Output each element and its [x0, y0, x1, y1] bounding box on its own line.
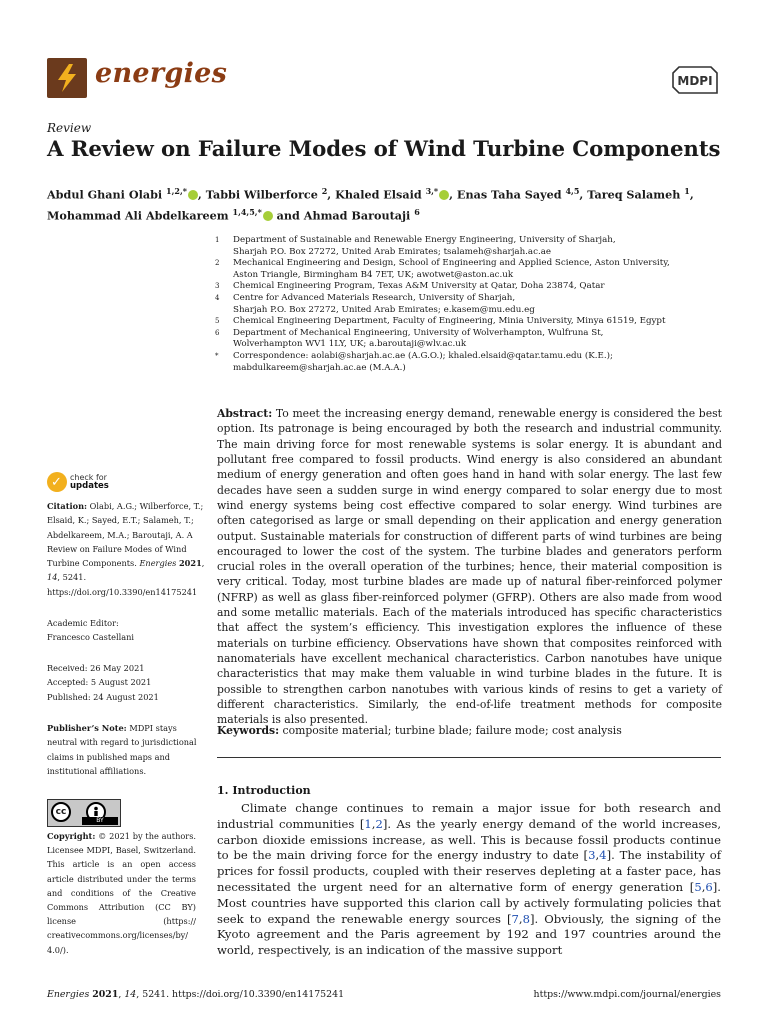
footer-volume: 14: [124, 989, 137, 1000]
copyright-notice: [47, 829, 196, 957]
copyright-label: Copyright:: [47, 831, 96, 841]
author-name: Ahmad Baroutaji: [303, 209, 415, 224]
author-affiliation-sup: 6: [414, 207, 420, 218]
received-date: Received: 26 May 2021: [47, 663, 145, 673]
footer-doi[interactable]: , 5241. https://doi.org/10.3390/en14175241: [136, 989, 345, 1000]
author-list: [47, 183, 727, 226]
affiliation-item: [215, 316, 725, 328]
publisher-note-label: Publisher’s Note:: [47, 723, 127, 733]
orcid-icon[interactable]: [263, 211, 273, 221]
affiliation-number: 1: [215, 236, 220, 244]
orcid-icon[interactable]: [439, 190, 449, 200]
affiliation-number: 2: [215, 259, 220, 268]
affiliation-text: Department of Sustainable and Renewable Energy Engineering, University of Sharjah, Sharjah P.O. Box 27272, United Arab Emirates; tsalameh@sharjah.ac.ae: [233, 235, 616, 257]
affiliation-item: [215, 328, 725, 351]
citation-block: [47, 499, 205, 599]
affiliation-number: 6: [215, 328, 220, 337]
publisher-note: [47, 721, 205, 778]
check-for-updates-badge[interactable]: [47, 472, 167, 494]
citation-ref-link[interactable]: 4: [599, 848, 607, 863]
author-line-1: Abdul Ghani Olabi $^{1,2,*}$ , Tabbi Wilberforce $^2$, Khaled Elsaid $^{3,*}$ , Enas Taha Sayed $^{4,5}$, Tareq Salameh $^1$,: [47, 186, 694, 202]
author-name: Tabbi Wilberforce: [205, 187, 322, 202]
affiliation-text: Correspondence: aolabi@sharjah.ac.ae (A.G.O.); khaled.elsaid@qatar.tamu.edu (K.E.); mabdulkareem@sharjah.ac.ae (M.A.A.): [233, 350, 613, 373]
affiliation-text: Chemical Engineering Department, Faculty of Engineering, Minia University, Minya 61519, Egypt: [233, 316, 666, 327]
author-affiliation-sup: 4,5: [565, 186, 580, 196]
publication-dates: [47, 661, 207, 704]
abstract: [217, 406, 722, 728]
citation-ref-link[interactable]: 8: [522, 911, 530, 926]
article-type: Review: [47, 121, 92, 135]
author-name: Khaled Elsaid: [335, 187, 426, 202]
affiliation-item: [215, 351, 725, 374]
journal-logo: [47, 58, 87, 98]
affiliations: [215, 235, 725, 374]
citation-ref-link[interactable]: 5: [694, 879, 702, 894]
citation-ref-link[interactable]: 3: [588, 848, 596, 863]
check-updates-line1: check for: [70, 473, 107, 482]
paper-title: A Review on Failure Modes of Wind Turbine Components: [47, 137, 721, 162]
author-name: Tareq Salameh: [587, 187, 685, 202]
introduction-paragraph: Climate change continues to remain a major issue for both research and industrial communities [1,2]. As the yearly energy demand of the world increases, carbon dioxide emissions increase, as well. This is because fossil products continue to be the main driving force for the energy industry to date [3,4]. The instability of prices for fossil products, coupled with their reserves depleting at a faster pace, has necessitated the urgent need for an alternative form of energy generation [5,6]. Most countries have supported this clarion call by actively formulating policies that seek to expand the renewable energy sources [7,8]. Obviously, the signing of the Kyoto agreement and the Paris agreement by 192 and 197 countries around the world, respectively, is an indication of the massive support: [217, 801, 722, 958]
cc-by-text: BY: [82, 817, 118, 825]
accepted-date: Accepted: 5 August 2021: [47, 677, 152, 688]
mdpi-logo: [669, 63, 721, 97]
copyright-text: © 2021 by the authors. Licensee MDPI, Basel, Switzerland. This article is an open access article distributed under the terms and conditions of the Creative Commons Attribution (CC BY) license (https:// creativecommons.org/licenses/by/ 4.0/).: [47, 831, 196, 955]
affiliation-item: [215, 281, 725, 293]
academic-editor: [47, 616, 207, 645]
citation-ref-link[interactable]: 1: [364, 816, 372, 831]
editor-label: Academic Editor:: [47, 618, 119, 628]
citation-ref-link[interactable]: 6: [705, 879, 713, 894]
cc-icon: cc: [51, 802, 71, 822]
author-affiliation-sup: 2: [321, 186, 328, 196]
section-heading: 1. Introduction: [217, 784, 311, 797]
footer-citation: Energies 2021, 14, 5241. https://doi.org/10.3390/en14175241: [47, 989, 345, 1000]
footer-journal: Energies: [47, 989, 90, 1000]
author-affiliation-sup: 3,*: [425, 186, 439, 196]
author-affiliation-sup: 1,2,*: [166, 186, 187, 196]
citation-label: Citation:: [47, 501, 88, 511]
citation-text: Olabi, A.G.; Wilberforce, T.; Elsaid, K.; Sayed, E.T.; Salameh, T.; Abdelkareem, M.A.; Baroutaji, A. A Review on Failure Modes of Wind Turbine Components. Energies 2021, 14, 5241. https://doi.org/10.3390/en14175241: [47, 501, 205, 597]
abstract-text: To meet the increasing energy demand, renewable energy is considered the best option. Its patronage is being encouraged by both the research and industrial community. The main driving force for most renewable systems is solar energy. It is abundant and pollutant free compared to fossil products. Wind energy is also considered an abundant medium of energy generation and often goes hand in hand with solar energy. The last few decades have seen a sudden surge in wind energy compared to solar energy due to most wind energy systems being cost effective compared to solar energy. Wind turbines are often categorised as large or small depending on their application and energy generation output. Sustainable materials for construction of different parts of wind turbines are being encouraged to lower the cost of the system. The turbine blades and generators perform crucial roles in the overall operation of the turbines; hence, their material composition is very critical. Today, most turbine blades are made up of natural fiber-reinforced polymer (NFRP) as well as glass fiber-reinforced polymer (GFRP). Others are also made from wood and some metallic materials. Each of the materials introduced has specific characteristics that affect the system’s efficiency. This investigation explores the influence of these materials on turbine efficiency. Observations have shown that composites reinforced with nanomaterials have excellent mechanical characteristics. Carbon nanotubes have unique characteristics that may make them valuable in wind turbine blades in the future. It is possible to strengthen carbon nanotubes with various kinds of resins to get a variety of different characteristics. Similarly, the end-of-life treatment methods for composite materials is also presented.: [217, 407, 722, 727]
affiliation-item: [215, 258, 725, 281]
published-date: Published: 24 August 2021: [47, 691, 159, 702]
check-updates-line2: updates: [70, 481, 109, 491]
affiliation-number: 3: [215, 282, 220, 291]
citation-ref-link[interactable]: 2: [375, 816, 383, 831]
mdpi-text: MDPI: [677, 74, 713, 88]
keywords-label: Keywords:: [217, 724, 280, 737]
author-name: Abdul Ghani Olabi: [47, 187, 167, 202]
abstract-label: Abstract:: [217, 407, 273, 420]
affiliation-number: 5: [215, 317, 220, 326]
affiliation-item: [215, 293, 725, 316]
publisher-note-text: MDPI stays neutral with regard to jurisdictional claims in published maps and institutional affiliations.: [47, 723, 197, 776]
affiliation-text: Mechanical Engineering and Design, School of Engineering and Applied Science, Aston University, Aston Triangle, Birmingham B4 7ET, UK; awotwet@aston.ac.uk: [233, 258, 670, 280]
check-updates-icon: ✓: [47, 472, 67, 492]
footer-journal-url[interactable]: https://www.mdpi.com/journal/energies: [533, 989, 721, 1000]
affiliation-number: 4: [215, 293, 220, 302]
affiliation-text: Centre for Advanced Materials Research, University of Sharjah, Sharjah P.O. Box 27272, United Arab Emirates; e.kasem@mu.edu.eg: [233, 292, 535, 315]
keywords: [217, 724, 622, 737]
lightning-icon: [47, 58, 87, 98]
keywords-text: composite material; turbine blade; failure mode; cost analysis: [282, 724, 622, 737]
editor-name: Francesco Castellani: [47, 632, 134, 643]
footer-year: 2021: [92, 989, 119, 1000]
journal-name: energies: [95, 58, 228, 89]
author-affiliation-sup: 1,4,5,*: [232, 207, 262, 218]
cc-by-license-icon[interactable]: [47, 799, 121, 827]
affiliation-text: Chemical Engineering Program, Texas A&M University at Qatar, Doha 23874, Qatar: [233, 281, 605, 292]
author-line-2: Mohammad Ali Abdelkareem $^{1,4,5,*}$ and Ahmad Baroutaji $^6$: [47, 207, 420, 224]
affiliation-number: *: [215, 351, 219, 360]
author-name: Enas Taha Sayed: [456, 187, 566, 202]
affiliation-text: Department of Mechanical Engineering, University of Wolverhampton, Wulfruna St, Wolverhampton WV1 1LY, UK; a.baroutaji@wlv.ac.uk: [233, 327, 604, 350]
orcid-icon[interactable]: [188, 190, 198, 200]
author-affiliation-sup: 1: [684, 186, 690, 196]
section-divider: [217, 757, 721, 758]
author-name: Mohammad Ali Abdelkareem: [47, 209, 233, 224]
citation-ref-link[interactable]: 7: [511, 911, 519, 926]
affiliation-item: [215, 235, 725, 258]
